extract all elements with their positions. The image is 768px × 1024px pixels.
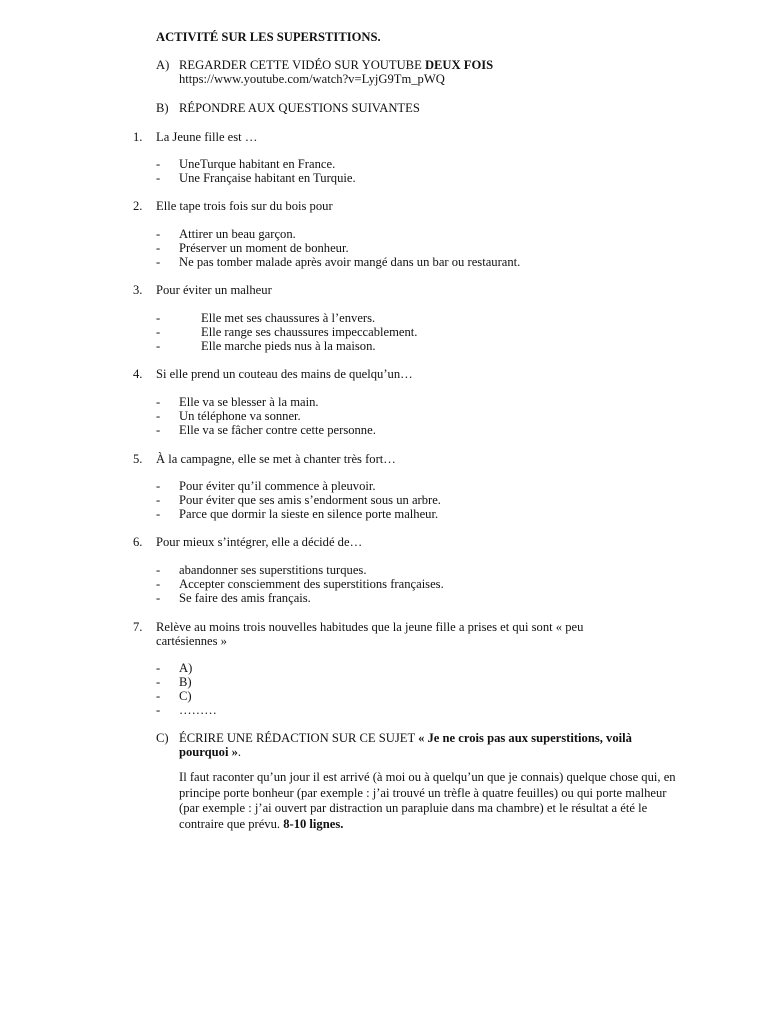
answer-option: Elle range ses chaussures impeccablement. xyxy=(201,325,418,339)
question-text-continued: cartésiennes » xyxy=(156,634,227,648)
answer-option: Elle va se blesser à la main. xyxy=(179,395,319,409)
video-url: https://www.youtube.com/watch?v=LyjG9Tm_pWQ xyxy=(179,72,445,86)
answer-option: Pour éviter que ses amis s’endorment sous un arbre. xyxy=(179,493,441,507)
section-c-subject-end: pourquoi » xyxy=(179,745,238,759)
question-number: 7. xyxy=(133,620,143,634)
question-text: Pour mieux s’intégrer, elle a décidé de… xyxy=(156,535,363,549)
question-number: 5. xyxy=(133,452,143,466)
section-a-letter: A) xyxy=(156,58,170,72)
option-dash: - xyxy=(156,703,161,717)
section-c-letter: C) xyxy=(156,731,169,745)
option-dash: - xyxy=(156,409,161,423)
question-number: 4. xyxy=(133,367,143,381)
section-a-instruction: REGARDER CETTE VIDÉO SUR YOUTUBE xyxy=(179,58,425,72)
option-dash: - xyxy=(156,577,161,591)
section-c-period: . xyxy=(237,745,242,759)
answer-slot: C) xyxy=(179,689,192,703)
question-text: La Jeune fille est … xyxy=(156,130,258,144)
option-dash: - xyxy=(156,661,161,675)
option-dash: - xyxy=(156,689,161,703)
option-dash: - xyxy=(156,171,161,185)
answer-option: abandonner ses superstitions turques. xyxy=(179,563,367,577)
section-b-text: RÉPONDRE AUX QUESTIONS SUIVANTES xyxy=(179,101,420,115)
section-c-subject: « Je ne crois pas aux superstitions, voilà xyxy=(418,731,632,745)
question-text: À la campagne, elle se met à chanter très fort… xyxy=(156,452,396,466)
answer-option: Un téléphone va sonner. xyxy=(179,409,301,423)
answer-option: Elle marche pieds nus à la maison. xyxy=(201,339,376,353)
section-a-emphasis: DEUX FOIS xyxy=(424,58,494,72)
answer-slot: A) xyxy=(179,661,193,675)
answer-slot: ……… xyxy=(179,703,217,717)
option-dash: - xyxy=(156,227,161,241)
question-text: Elle tape trois fois sur du bois pour xyxy=(156,199,333,213)
section-b-letter: B) xyxy=(156,101,169,115)
answer-option: Attirer un beau garçon. xyxy=(179,227,296,241)
option-dash: - xyxy=(156,325,161,339)
question-number: 2. xyxy=(133,199,143,213)
answer-option: Parce que dormir la sieste en silence porte malheur. xyxy=(179,507,439,521)
answer-option: Une Française habitant en Turquie. xyxy=(179,171,356,185)
answer-slot: B) xyxy=(179,675,192,689)
answer-option: Se faire des amis français. xyxy=(179,591,311,605)
answer-option: Ne pas tomber malade après avoir mangé dans un bar ou restaurant. xyxy=(179,255,521,269)
option-dash: - xyxy=(156,339,161,353)
length-requirement: 8-10 lignes. xyxy=(283,816,344,831)
option-dash: - xyxy=(156,395,161,409)
option-dash: - xyxy=(156,591,161,605)
option-dash: - xyxy=(156,157,161,171)
option-dash: - xyxy=(156,255,161,269)
section-c-instruction: ÉCRIRE UNE RÉDACTION SUR CE SUJET xyxy=(179,731,419,745)
option-dash: - xyxy=(156,311,161,325)
question-number: 3. xyxy=(133,283,143,297)
instructions-paragraph xyxy=(179,770,679,832)
question-text: Relève au moins trois nouvelles habitudes que la jeune fille a prises et qui sont « peu xyxy=(156,620,584,634)
answer-option: Elle met ses chaussures à l’envers. xyxy=(201,311,376,325)
answer-option: Préserver un moment de bonheur. xyxy=(179,241,349,255)
section-c-text xyxy=(179,731,632,746)
section-a-text xyxy=(179,58,493,73)
question-number: 1. xyxy=(133,130,143,144)
option-dash: - xyxy=(156,675,161,689)
page-title: ACTIVITÉ SUR LES SUPERSTITIONS. xyxy=(156,30,381,44)
question-number: 6. xyxy=(133,535,143,549)
answer-option: Elle va se fâcher contre cette personne. xyxy=(179,423,376,437)
question-text: Si elle prend un couteau des mains de quelqu’un… xyxy=(156,367,413,381)
answer-option: UneTurque habitant en France. xyxy=(179,157,336,171)
option-dash: - xyxy=(156,507,161,521)
section-c-text-continued xyxy=(179,745,241,760)
question-text: Pour éviter un malheur xyxy=(156,283,272,297)
option-dash: - xyxy=(156,493,161,507)
option-dash: - xyxy=(156,479,161,493)
instructions-text: Il faut raconter qu’un jour il est arrivé (à moi ou à quelqu’un que je connais) quelque chose qui, en principe porte bonheur (par exemple : j’ai trouvé un trèfle à quatre feuilles) ou qui porte malheur (par exemple : j’ai ouvert par distraction un parapluie dans ma chambre) et le résultat a été le contraire que prévu. xyxy=(179,770,676,831)
option-dash: - xyxy=(156,563,161,577)
option-dash: - xyxy=(156,241,161,255)
answer-option: Accepter consciemment des superstitions françaises. xyxy=(179,577,444,591)
option-dash: - xyxy=(156,423,161,437)
answer-option: Pour éviter qu’il commence à pleuvoir. xyxy=(179,479,376,493)
